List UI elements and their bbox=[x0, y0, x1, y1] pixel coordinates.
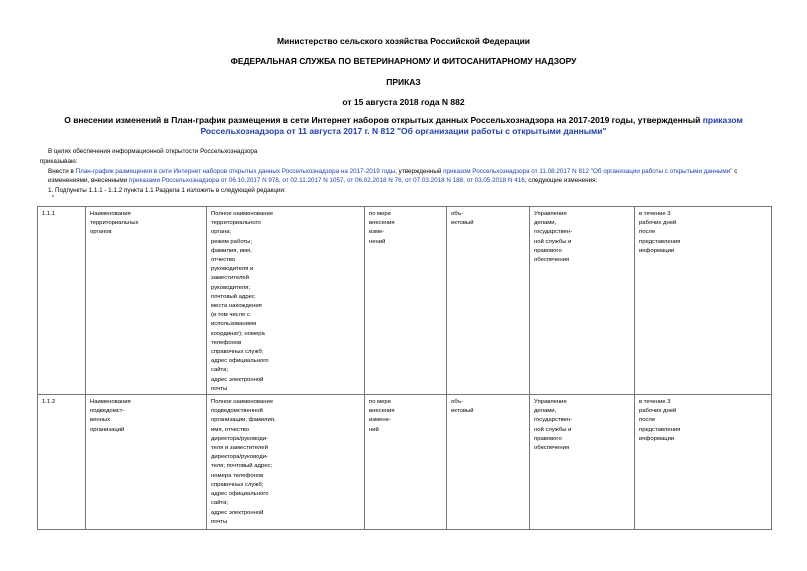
opening-quote: " bbox=[52, 195, 55, 202]
cell-dataset-name: Наименования подведомст- венных организаций bbox=[86, 395, 207, 530]
paragraph-changes bbox=[48, 167, 770, 185]
ministry-name: Министерство сельского хозяйства Российской Федерации bbox=[276, 36, 531, 46]
changes-text-end: , следующие изменения: bbox=[524, 177, 598, 184]
cell-dataset-name: Наименования территориальных органов bbox=[86, 207, 207, 395]
cell-format: объ- ектовый bbox=[447, 207, 530, 395]
title-text: О внесении изменений в План-график размещения в сети Интернет наборов открытых данных Россельхознадзора на 2017-2019 годы, утвержденный bbox=[64, 115, 703, 125]
service-name: ФЕДЕРАЛЬНАЯ СЛУЖБА ПО ВЕТЕРИНАРНОМУ И ФИТОСАНИТАРНОМУ НАДЗОРУ bbox=[230, 56, 577, 66]
cell-deadline: в течение 3 рабочих дней после представления информации bbox=[635, 207, 772, 395]
cell-responsible: Управление делами, государствен- ной службы и правового обеспечения bbox=[530, 207, 635, 395]
plan-table bbox=[37, 206, 772, 530]
title-order-link[interactable]: приказом Россельхознадзора от 11 августа 2017 г. N 812 "Об организации работы с открытыми данными" bbox=[200, 115, 743, 136]
cell-responsible: Управление делами, государствен- ной службы и правового обеспечения bbox=[530, 395, 635, 530]
cell-description: Полное наименование территориального органа; режим работы; фамилия, имя, отчество руководителя и заместителей руководителя; почтовый адрес места нахождения (в том числе с использованием координат); номера телефонов справочных служб; адрес официального сайта; адрес электронной почты bbox=[207, 207, 365, 395]
cell-description: Полное наименование подведомственной организации; фамилия, имя, отчество директора/руководи- теля и заместителей директора/руководи- теля; почтовый адрес; номера телефонов справочных служб; адрес официального сайта; адрес электронной почты bbox=[207, 395, 365, 530]
amending-orders-link[interactable]: приказами Россельхознадзора от 06.10.2017 N 978, от 02.11.2017 N 1057, от 06.02.2018 N 76, от 07.03.2018 N 188, от 03.05.2018 N 416 bbox=[129, 177, 525, 184]
table-row bbox=[38, 207, 772, 395]
paragraph-order: приказываю: bbox=[40, 158, 78, 165]
table-row bbox=[38, 395, 772, 530]
paragraph-purpose: В целях обеспечения информационной открытости Россельхознадзора bbox=[48, 148, 258, 155]
changes-text-approved: , утвержденный bbox=[395, 168, 444, 175]
document-date-number: от 15 августа 2018 года N 882 bbox=[342, 97, 465, 107]
cell-deadline: в течение 3 рабочих дней после представления информации bbox=[635, 395, 772, 530]
changes-text-start: Внести в bbox=[48, 168, 76, 175]
paragraph-item-1: 1. Подпункты 1.1.1 - 1.1.2 пункта 1.1 Раздела 1 изложить в следующей редакции: bbox=[48, 187, 286, 194]
cell-frequency: по мере внесения изме- нений bbox=[365, 207, 447, 395]
cell-format: объ- ектовый bbox=[447, 395, 530, 530]
cell-number: 1.1.2 bbox=[38, 395, 86, 530]
document-type: ПРИКАЗ bbox=[386, 77, 421, 87]
plan-schedule-link[interactable]: План-график размещения в сети Интернет наборов открытых данных Россельхознадзора на 2017-2019 годы bbox=[75, 168, 396, 175]
order-812-link[interactable]: приказом Россельхознадзора от 11.08.2017 N 812 "Об организации работы с открытыми данными" bbox=[443, 168, 733, 175]
cell-frequency: по мере внесения измене- ний bbox=[365, 395, 447, 530]
cell-number: 1.1.1 bbox=[38, 207, 86, 395]
document-title bbox=[30, 115, 777, 137]
changes-text-amended: с изменениями, внесенными bbox=[48, 168, 738, 184]
